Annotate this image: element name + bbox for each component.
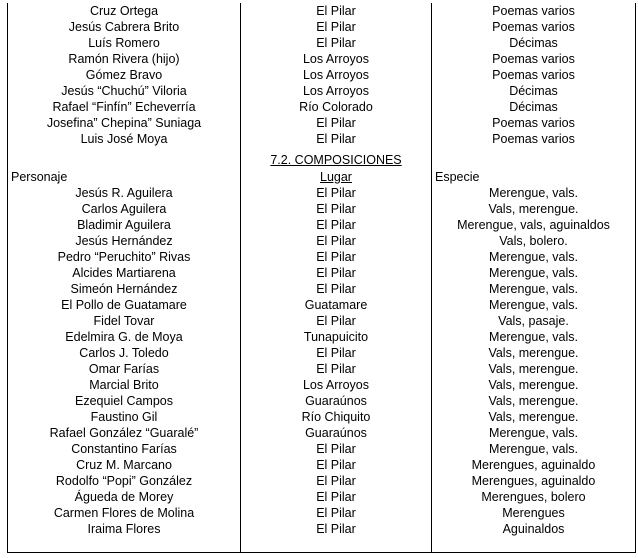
especie-cell: Merengues, aguinaldo xyxy=(471,458,596,472)
especie-cell: Merengues, aguinaldo xyxy=(471,474,596,488)
section-gap xyxy=(432,147,635,169)
header-personaje: Personaje xyxy=(11,170,68,184)
lugar-cell: El Pilar xyxy=(316,458,356,472)
lugar-cell: Río Chiquito xyxy=(301,410,371,424)
personaje-top-list xyxy=(8,3,240,147)
lugar-cell: El Pilar xyxy=(316,186,356,200)
table-body-row xyxy=(8,3,636,553)
personaje-cell: Jesús Hernández xyxy=(75,234,173,248)
especie-top-list xyxy=(432,3,635,147)
especie-cell: Poemas varios xyxy=(492,132,575,146)
personaje-cell: Josefina” Chepina” Suniaga xyxy=(46,116,202,130)
personaje-cell: Constantino Farías xyxy=(71,442,177,456)
especie-cell: Merengue, vals. xyxy=(489,186,578,200)
personaje-cell: Gómez Bravo xyxy=(85,68,163,82)
lugar-cell: El Pilar xyxy=(316,202,356,216)
especie-cell: Merengue, vals. xyxy=(489,426,578,440)
lugar-cell: Guaraúnos xyxy=(305,394,367,408)
lugar-cell: El Pilar xyxy=(316,116,356,130)
lugar-cell: El Pilar xyxy=(316,250,356,264)
especie-cell: Vals, merengue. xyxy=(488,410,579,424)
personaje-cell: Bladimir Aguilera xyxy=(77,218,171,232)
header-especie: Especie xyxy=(435,170,480,184)
personaje-cell: Rodolfo “Popi” González xyxy=(55,474,193,488)
especie-cell: Vals, merengue. xyxy=(488,346,579,360)
lugar-cell: Los Arroyos xyxy=(302,68,369,82)
especie-cell: Poemas varios xyxy=(492,68,575,82)
lugar-cell: El Pilar xyxy=(316,282,356,296)
personaje-cell: Jesús Cabrera Brito xyxy=(68,20,180,34)
personaje-cell: Rafael “Finfín” Echeverría xyxy=(52,100,196,114)
lugar-cell: Los Arroyos xyxy=(302,84,369,98)
especie-cell: Décimas xyxy=(509,84,558,98)
personaje-cell: Cruz Ortega xyxy=(89,4,159,18)
especie-cell: Décimas xyxy=(509,100,558,114)
lugar-cell: El Pilar xyxy=(316,346,356,360)
personaje-cell: Ezequiel Campos xyxy=(75,394,173,408)
lugar-cell: El Pilar xyxy=(316,36,356,50)
personaje-cell: Alcides Martiarena xyxy=(72,266,176,280)
personaje-cell: Carmen Flores de Molina xyxy=(53,506,195,520)
lugar-list xyxy=(241,185,431,537)
especie-cell: Vals, bolero. xyxy=(499,234,568,248)
lugar-cell: El Pilar xyxy=(316,314,356,328)
especie-cell: Poemas varios xyxy=(492,4,575,18)
especie-cell: Vals, pasaje. xyxy=(498,314,569,328)
especie-cell: Merengue, vals, aguinaldos xyxy=(457,218,610,232)
personaje-cell: Ramón Rivera (hijo) xyxy=(68,52,180,66)
especie-cell: Vals, merengue. xyxy=(488,202,579,216)
lugar-cell: El Pilar xyxy=(316,20,356,34)
especie-cell: Merengues xyxy=(502,506,565,520)
lugar-cell: El Pilar xyxy=(316,506,356,520)
especie-cell: Merengue, vals. xyxy=(489,330,578,344)
lugar-cell: El Pilar xyxy=(316,442,356,456)
personaje-cell: Rafael González “Guaralé” xyxy=(49,426,199,440)
personaje-cell: Águeda de Morey xyxy=(74,490,174,504)
personaje-cell: Luís Romero xyxy=(88,36,160,50)
personaje-cell: Faustino Gil xyxy=(90,410,158,424)
personaje-cell: Fidel Tovar xyxy=(93,314,155,328)
personaje-cell: Pedro “Peruchito” Rivas xyxy=(57,250,191,264)
especie-cell: Vals, merengue. xyxy=(488,394,579,408)
especie-cell: Merengue, vals. xyxy=(489,298,578,312)
personaje-cell: Jesús “Chuchú” Viloria xyxy=(61,84,187,98)
personaje-column xyxy=(8,3,241,553)
especie-cell: Poemas varios xyxy=(492,116,575,130)
personaje-cell: Luis José Moya xyxy=(80,132,168,146)
especie-cell: Merengues, bolero xyxy=(481,490,586,504)
header-lugar: Lugar xyxy=(320,170,352,184)
personaje-cell: El Pollo de Guatamare xyxy=(61,298,187,312)
especie-list xyxy=(432,185,635,537)
especie-cell: Vals, merengue. xyxy=(488,362,579,376)
personaje-cell: Omar Farías xyxy=(88,362,160,376)
lugar-cell: El Pilar xyxy=(316,474,356,488)
lugar-cell: El Pilar xyxy=(316,234,356,248)
especie-cell: Décimas xyxy=(509,36,558,50)
lugar-cell: Guatamare xyxy=(304,298,368,312)
lugar-cell: Guaraúnos xyxy=(305,426,367,440)
especie-column xyxy=(432,3,636,553)
lugar-cell: Los Arroyos xyxy=(302,52,369,66)
especie-cell: Aguinaldos xyxy=(502,522,565,536)
personaje-cell: Cruz M. Marcano xyxy=(76,458,172,472)
especie-cell: Merengue, vals. xyxy=(489,266,578,280)
personaje-cell: Carlos J. Toledo xyxy=(79,346,169,360)
especie-cell: Merengue, vals. xyxy=(489,442,578,456)
especie-cell: Poemas varios xyxy=(492,20,575,34)
lugar-cell: El Pilar xyxy=(316,490,356,504)
lugar-top-list xyxy=(241,3,431,147)
especie-cell: Merengue, vals. xyxy=(489,250,578,264)
personaje-cell: Iraima Flores xyxy=(87,522,161,536)
lugar-cell: El Pilar xyxy=(316,4,356,18)
personaje-cell: Carlos Aguilera xyxy=(81,202,167,216)
lugar-column xyxy=(241,3,432,553)
lugar-cell: El Pilar xyxy=(316,132,356,146)
section-gap xyxy=(8,147,240,169)
lugar-cell: Tunapuicito xyxy=(303,330,369,344)
personaje-cell: Jesús R. Aguilera xyxy=(75,186,173,200)
personaje-list xyxy=(8,185,240,537)
lugar-cell: El Pilar xyxy=(316,218,356,232)
lugar-cell: El Pilar xyxy=(316,362,356,376)
composers-table xyxy=(7,3,636,553)
lugar-cell: El Pilar xyxy=(316,522,356,536)
personaje-cell: Simeón Hernández xyxy=(70,282,178,296)
lugar-cell: Los Arroyos xyxy=(302,378,369,392)
lugar-cell: Río Colorado xyxy=(299,100,373,114)
especie-cell: Merengue, vals. xyxy=(489,282,578,296)
especie-cell: Vals, merengue. xyxy=(488,378,579,392)
lugar-cell: El Pilar xyxy=(316,266,356,280)
personaje-cell: Edelmira G. de Moya xyxy=(65,330,183,344)
section-title: 7.2. COMPOSICIONES xyxy=(270,153,402,167)
personaje-cell: Marcial Brito xyxy=(89,378,159,392)
especie-cell: Poemas varios xyxy=(492,52,575,66)
